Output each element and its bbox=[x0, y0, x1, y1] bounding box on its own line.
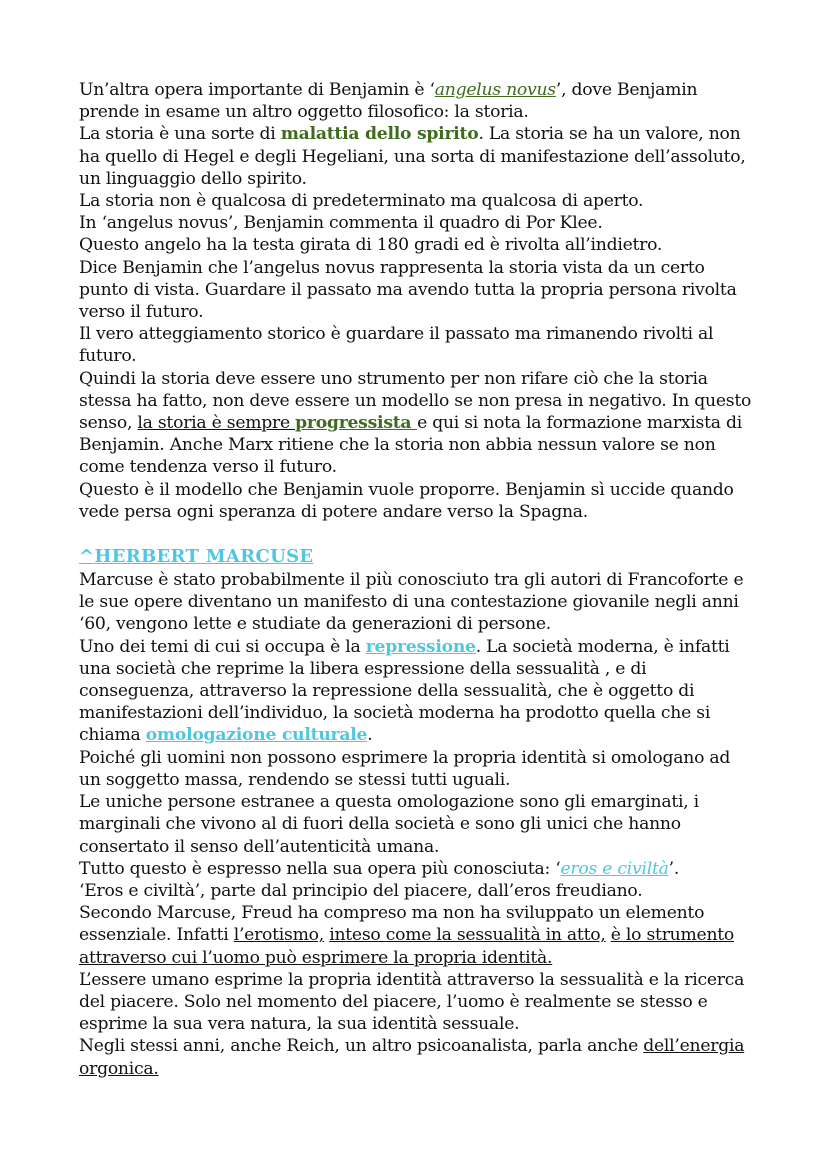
paragraph: Marcuse è stato probabilmente il più conosciuto tra gli autori di Francoforte e le sue opere diventano un manifesto di una contestazione giovanile negli anni ‘60, vengono lette e studiate da generazioni di persone. bbox=[79, 570, 744, 635]
paragraph bbox=[79, 636, 755, 747]
section-benjamin bbox=[79, 79, 755, 523]
paragraph: Questo è il modello che Benjamin vuole proporre. Benjamin sì uccide quando vede persa ogni speranza di potere andare verso la Spagna. bbox=[79, 479, 734, 522]
text-run: Secondo Marcuse, Freud ha compreso ma non ha sviluppato un elemento essenziale. Infatti bbox=[79, 903, 705, 946]
text-run: ’. bbox=[668, 858, 680, 879]
work-title-eros-e-civilta: eros e civiltà bbox=[560, 858, 669, 879]
paragraph bbox=[79, 368, 755, 479]
text-run: . La società moderna, è infatti una società che reprime la libera espressione della sessualità , e di conseguenza, attraverso la repressione della sessualità, che è oggetto di manifestazioni dell’individuo, la società moderna ha prodotto quella che si chiama bbox=[79, 636, 730, 746]
paragraph: Dice Benjamin che l’angelus novus rappresenta la storia vista da un certo punto di vista. Guardare il passato ma avendo tutta la propria persona rivolta verso il futuro. bbox=[79, 257, 737, 323]
text-run: La storia è una sorte di bbox=[79, 124, 281, 145]
keyword-progressista: progressista bbox=[295, 413, 418, 434]
paragraph: Poiché gli uomini non possono esprimere la propria identità si omologano ad un soggetto massa, rendendo se stessi tutti uguali. bbox=[79, 747, 731, 790]
paragraph: L’essere umano esprime la propria identità attraverso la sessualità e la ricerca del piacere. Solo nel momento del piacere, l’uomo è realmente se stesso e esprime la sua vera natura, la sua identità sessuale. bbox=[79, 969, 745, 1035]
text-run: Quindi la storia deve essere uno strumento per non rifare ciò che la storia stessa ha fatto, non deve essere un modello se non presa in negativo. In questo senso, bbox=[79, 368, 752, 434]
paragraph: Questo angelo ha la testa girata di 180 gradi ed è rivolta all’indietro. bbox=[79, 235, 663, 256]
text-run: Un’altra opera importante di Benjamin è ‘ bbox=[79, 80, 435, 100]
text-run: . La storia se ha un valore, non ha quello di Hegel e degli Hegeliani, una sorta di manifestazione dell’assoluto, un linguaggio dello spirito. bbox=[79, 124, 746, 189]
section-heading[interactable]: ^HERBERT MARCUSE bbox=[79, 546, 314, 568]
underlined-phrase: è lo strumento attraverso cui l’uomo può esprimere la propria identità. bbox=[79, 925, 735, 968]
keyword-repressione: repressione bbox=[365, 636, 476, 657]
text-run: Uno dei temi di cui si occupa è la bbox=[79, 636, 366, 657]
paragraph bbox=[79, 858, 755, 880]
text-run: Tutto questo è espresso nella sua opera più conosciuta: ‘ bbox=[79, 858, 561, 879]
document-page bbox=[79, 79, 755, 1080]
underlined-phrase: inteso come la sessualità in atto, bbox=[329, 925, 606, 946]
underlined-phrase: l’erotismo, bbox=[233, 925, 324, 946]
paragraph bbox=[79, 79, 755, 123]
paragraph: In ‘angelus novus’, Benjamin commenta il quadro di Por Klee. bbox=[79, 213, 603, 234]
keyword-malattia-dello-spirito: malattia dello spirito bbox=[280, 124, 479, 145]
paragraph: La storia non è qualcosa di predeterminato ma qualcosa di aperto. bbox=[79, 191, 644, 212]
spacer bbox=[79, 523, 755, 545]
paragraph bbox=[79, 1035, 755, 1079]
work-title-angelus-novus: angelus novus bbox=[434, 80, 556, 100]
underlined-phrase: dell’energia orgonica. bbox=[79, 1036, 745, 1079]
section-marcuse bbox=[79, 545, 755, 1080]
text-run: e qui si nota la formazione marxista di Benjamin. Anche Marx ritiene che la storia non abbia nessun valore se non come tendenza verso il futuro. bbox=[79, 413, 742, 478]
text-run: Negli stessi anni, anche Reich, un altro psicoanalista, parla anche bbox=[79, 1036, 644, 1057]
keyword-omologazione-culturale: omologazione culturale bbox=[145, 725, 368, 746]
text-run: . bbox=[367, 725, 373, 746]
underlined-phrase: la storia è sempre bbox=[137, 413, 296, 434]
paragraph: ‘Eros e civiltà’, parte dal principio del piacere, dall’eros freudiano. bbox=[79, 880, 643, 901]
paragraph bbox=[79, 123, 755, 190]
paragraph: Le uniche persone estranee a questa omologazione sono gli emarginati, i marginali che vivono al di fuori della società e sono gli unici che hanno consertato il senso dell’autenticità umana. bbox=[79, 792, 699, 857]
paragraph: Il vero atteggiamento storico è guardare il passato ma rimanendo rivolti al futuro. bbox=[79, 324, 714, 367]
text-run: ’, dove Benjamin prende in esame un altro oggetto filosofico: la storia. bbox=[79, 80, 698, 123]
paragraph bbox=[79, 902, 755, 969]
